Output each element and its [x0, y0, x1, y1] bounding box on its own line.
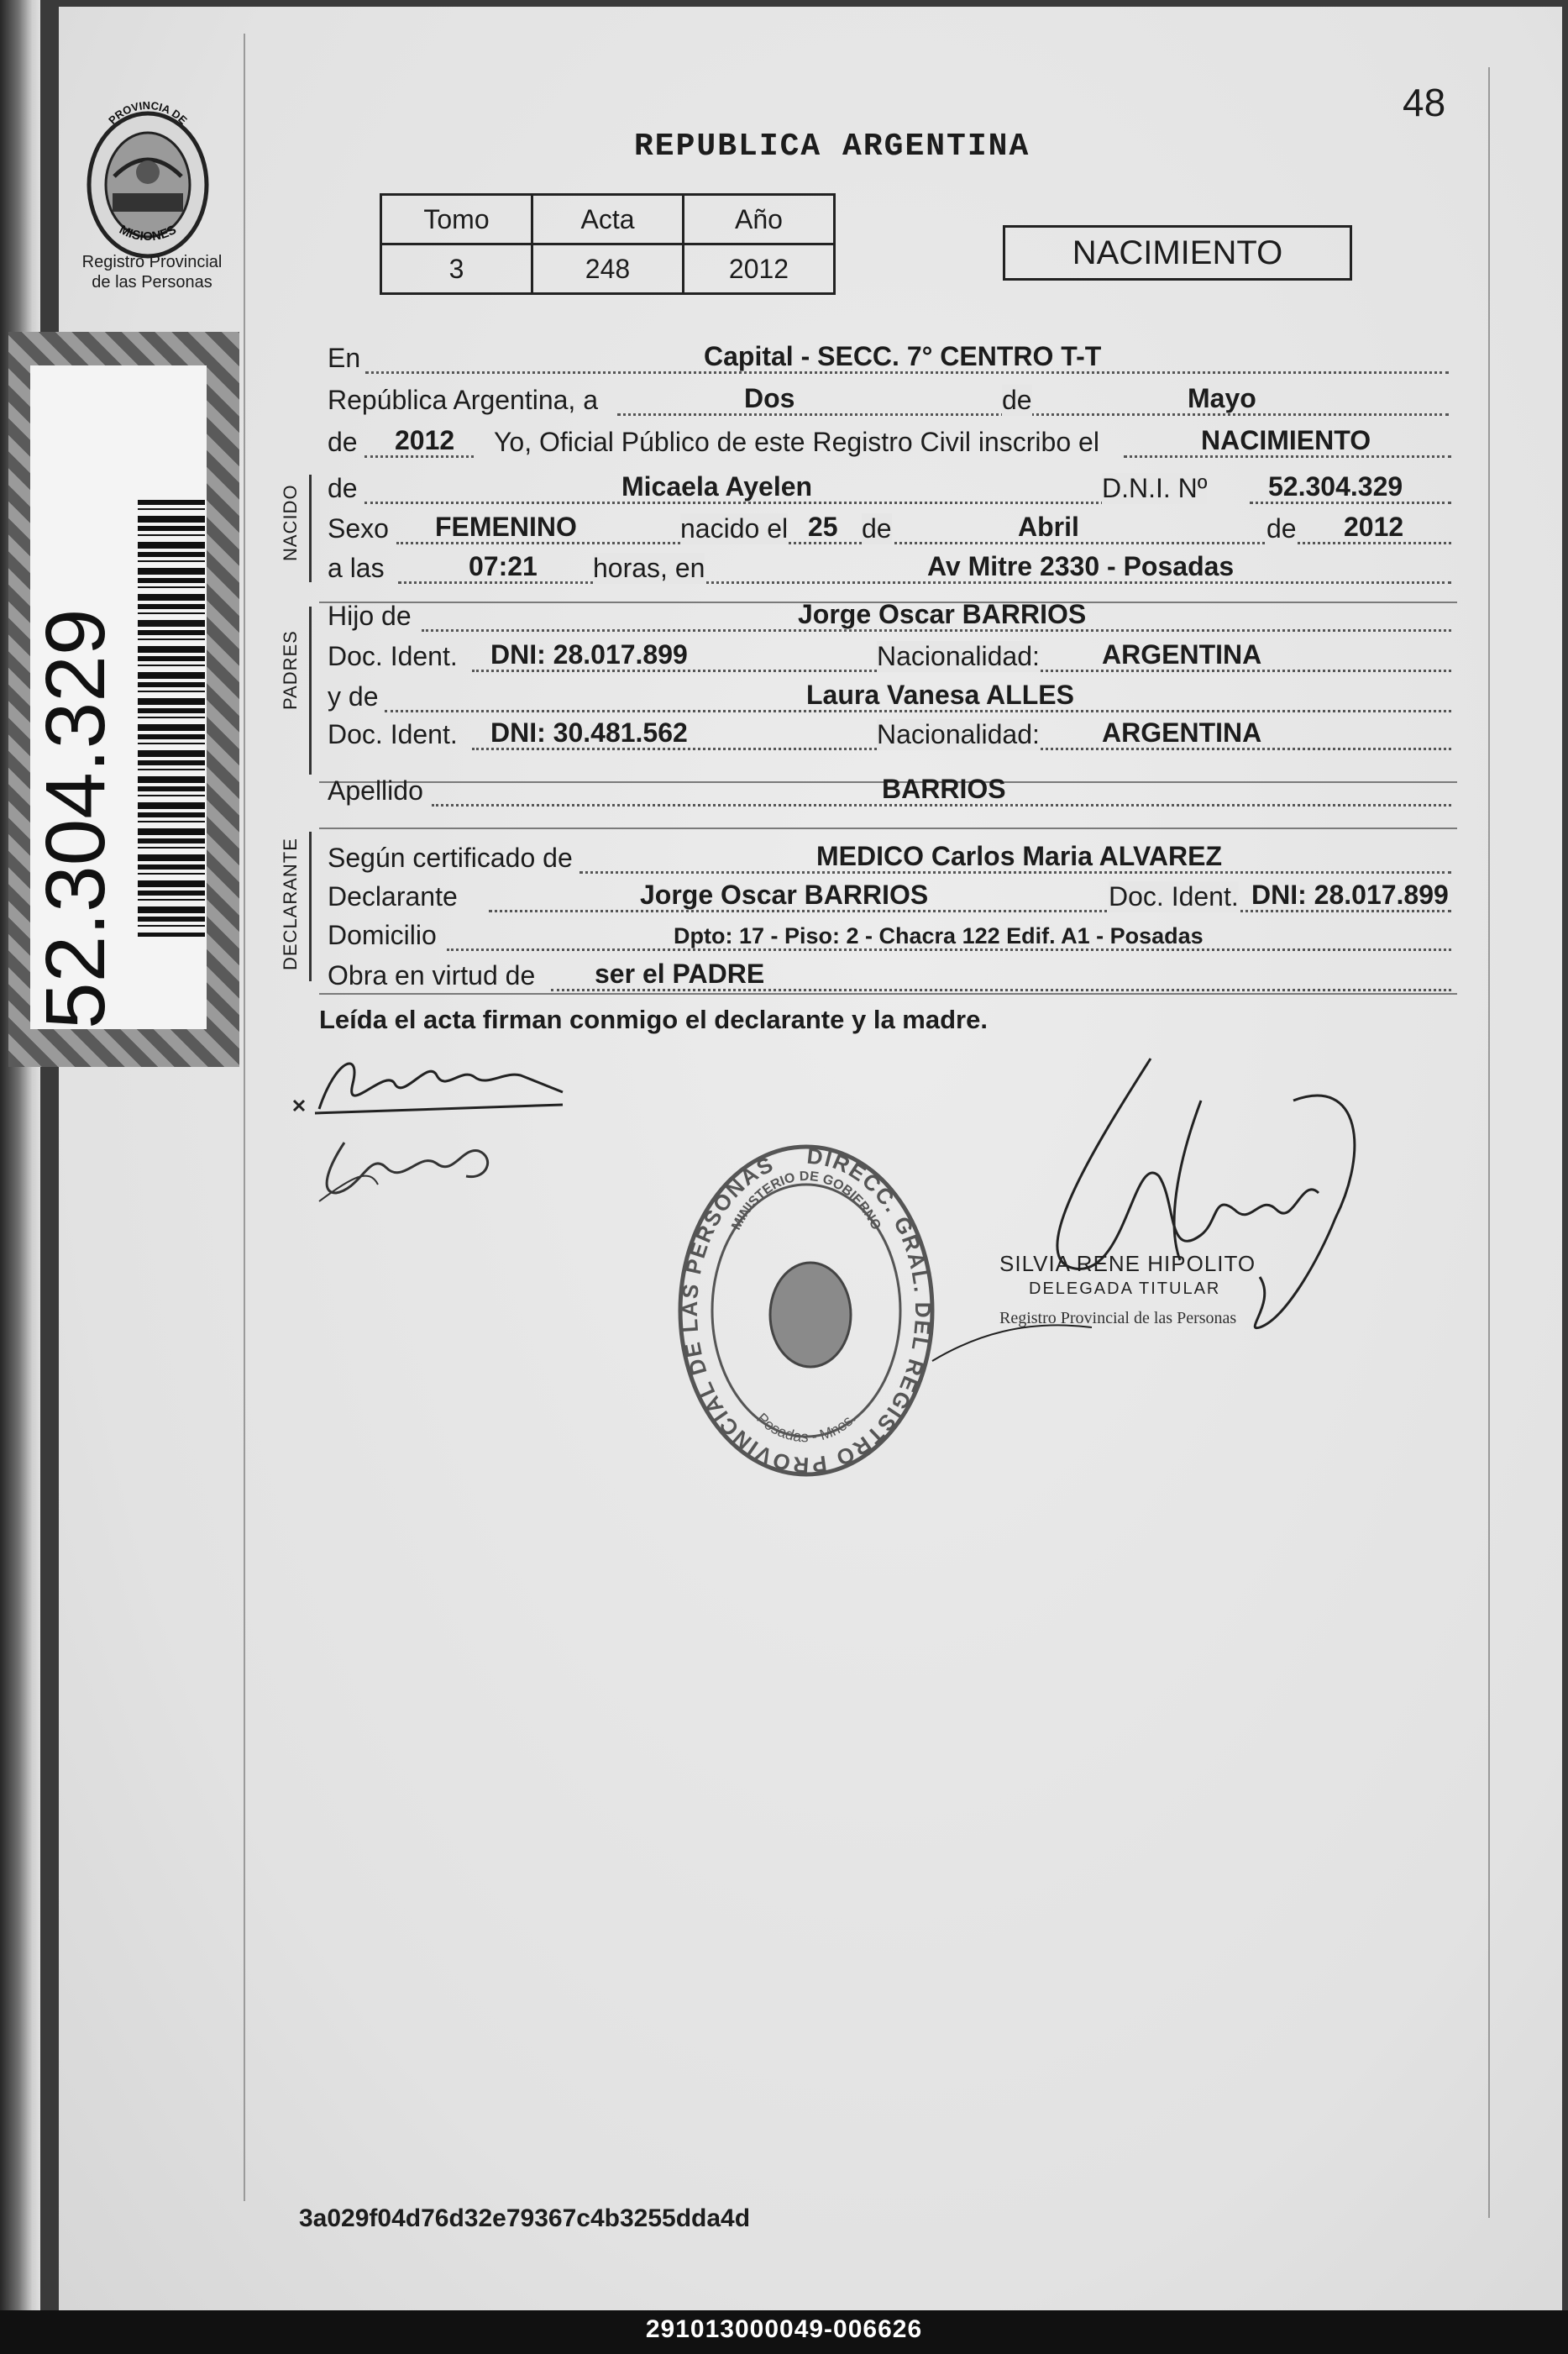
margin-line-left [244, 34, 245, 2201]
stamp-inner-text: MINISTERIO DE GOBIERNO [729, 1169, 884, 1232]
dni-sticker-number: 52.304.329 [29, 608, 123, 1029]
acta-header-tomo: Tomo [381, 195, 532, 244]
row-madre-doc [328, 717, 1457, 755]
label-declarante: Declarante [328, 881, 458, 912]
label-doc-declarante: Doc. Ident. [1109, 881, 1239, 912]
registry-label [64, 252, 240, 292]
acta-value-acta: 248 [532, 244, 684, 294]
value-anio: 2012 [395, 425, 455, 455]
label-en: En [328, 343, 361, 373]
value-obra: ser el PADRE [595, 959, 765, 989]
official-signature [924, 1050, 1377, 1420]
section-nacido: NACIDO [280, 484, 301, 561]
value-madre-doc: DNI: 30.481.562 [490, 717, 688, 748]
value-nombre: Micaela Ayelen [621, 471, 813, 502]
label-doc-madre: Doc. Ident. [328, 719, 458, 749]
label-horas-en: horas, en [593, 553, 705, 583]
registry-label-line1: Registro Provincial [81, 253, 223, 271]
row-declarante [328, 879, 1457, 917]
declarant-signature [286, 1025, 588, 1235]
record-type-box: NACIMIENTO [1003, 225, 1352, 281]
value-dni: 52.304.329 [1268, 471, 1403, 502]
document-hash: 3a029f04d76d32e79367c4b3255dda4d [299, 2204, 751, 2232]
label-doc-padre: Doc. Ident. [328, 641, 458, 671]
value-declarante-doc: DNI: 28.017.899 [1251, 880, 1449, 910]
acta-value-anio: 2012 [684, 244, 835, 294]
label-de: de [1002, 385, 1032, 415]
file-id: 291013000049-006626 [645, 2315, 923, 2343]
label-nacionalidad-madre: Nacionalidad: [877, 719, 1040, 749]
value-padre-nac: ARGENTINA [1102, 639, 1262, 670]
value-sexo: FEMENINO [435, 512, 577, 542]
value-apellido: BARRIOS [882, 774, 1006, 804]
value-lugar-nac: Av Mitre 2330 - Posadas [927, 551, 1235, 581]
label-yo-oficial: Yo, Oficial Público de este Registro Civil inscribo el [494, 427, 1099, 457]
svg-text:Posadas - Mnes. [753, 1410, 859, 1445]
registry-label-line2: de las Personas [92, 273, 212, 292]
section-declarante: DECLARANTE [280, 838, 301, 970]
row-padre [328, 598, 1457, 637]
value-tipo: NACIMIENTO [1201, 425, 1371, 455]
value-declarante: Jorge Oscar BARRIOS [640, 880, 929, 910]
province-emblem-icon [81, 92, 215, 260]
dni-sticker [8, 332, 239, 1067]
label-apellido: Apellido [328, 775, 423, 806]
label-republica: República Argentina, a [328, 385, 598, 415]
value-madre-nac: ARGENTINA [1102, 717, 1262, 748]
row-padre-doc [328, 638, 1457, 677]
acta-value-tomo: 3 [381, 244, 532, 294]
official-office: Registro Provincial de las Personas [999, 1309, 1237, 1327]
value-nac-dia: 25 [808, 512, 838, 542]
barcode [138, 500, 205, 937]
page-number: 48 [1403, 81, 1446, 124]
value-domicilio: Dpto: 17 - Piso: 2 - Chacra 122 Edif. A1 - Posadas [674, 923, 1204, 948]
acta-header-anio: Año [684, 195, 835, 244]
label-de-nac-anio: de [1266, 513, 1297, 544]
row-sexo [328, 511, 1457, 549]
official-role: DELEGADA TITULAR [1029, 1279, 1221, 1298]
row-lugar [328, 340, 1457, 379]
value-hora: 07:21 [469, 551, 538, 581]
acta-table [380, 193, 836, 295]
label-a-las: a las [328, 553, 385, 583]
document-title: REPUBLICA ARGENTINA [634, 129, 1030, 165]
label-hijo-de: Hijo de [328, 601, 412, 631]
official-name: SILVIA RENE HIPOLITO [999, 1251, 1256, 1276]
value-nac-mes: Abril [1018, 512, 1079, 542]
row-certificado [328, 840, 1457, 879]
value-dia: Dos [744, 383, 795, 413]
label-sexo: Sexo [328, 513, 389, 544]
emblem-top-text: PROVINCIA DE [106, 98, 190, 127]
label-y-de: y de [328, 681, 379, 712]
label-de-nac: de [862, 513, 892, 544]
section-padres: PADRES [280, 630, 301, 710]
stamp-bottom-text: Posadas - Mnes. [753, 1410, 859, 1446]
acta-header-acta: Acta [532, 195, 684, 244]
row-hora [328, 550, 1457, 589]
row-nombre [328, 470, 1457, 509]
label-dni: D.N.I. Nº [1102, 473, 1208, 503]
margin-line-right [1488, 67, 1490, 2218]
value-madre: Laura Vanesa ALLES [806, 680, 1074, 710]
value-mes: Mayo [1188, 383, 1256, 413]
value-padre-doc: DNI: 28.017.899 [490, 639, 688, 670]
value-padre: Jorge Oscar BARRIOS [798, 599, 1087, 629]
row-apellido [328, 773, 1457, 812]
value-certificado: MEDICO Carlos Maria ALVAREZ [816, 841, 1223, 871]
value-lugar: Capital - SECC. 7° CENTRO T-T [704, 341, 1102, 371]
stamp-outer-text: DIRECC. GRAL. DEL REGISTRO PROVINCIAL DE LAS PERSONAS [676, 1143, 936, 1479]
label-nacionalidad-padre: Nacionalidad: [877, 641, 1040, 671]
row-domicilio [328, 917, 1457, 956]
label-domicilio: Domicilio [328, 920, 437, 950]
row-inscripcion [328, 424, 1457, 463]
label-obra: Obra en virtud de [328, 960, 536, 990]
closing-statement: Leída el acta firman conmigo el declarante y la madre. [319, 1005, 988, 1034]
label-nacido-el: nacido el [680, 513, 789, 544]
label-de-nombre: de [328, 473, 358, 503]
row-madre [328, 679, 1457, 717]
official-stamp [663, 1138, 949, 1500]
label-de-anio: de [328, 427, 358, 457]
value-nac-anio: 2012 [1344, 512, 1404, 542]
label-certificado: Según certificado de [328, 843, 573, 873]
row-obra [328, 958, 1457, 996]
row-fecha [328, 382, 1457, 421]
emblem-bottom-text: MISIONES [117, 222, 179, 244]
